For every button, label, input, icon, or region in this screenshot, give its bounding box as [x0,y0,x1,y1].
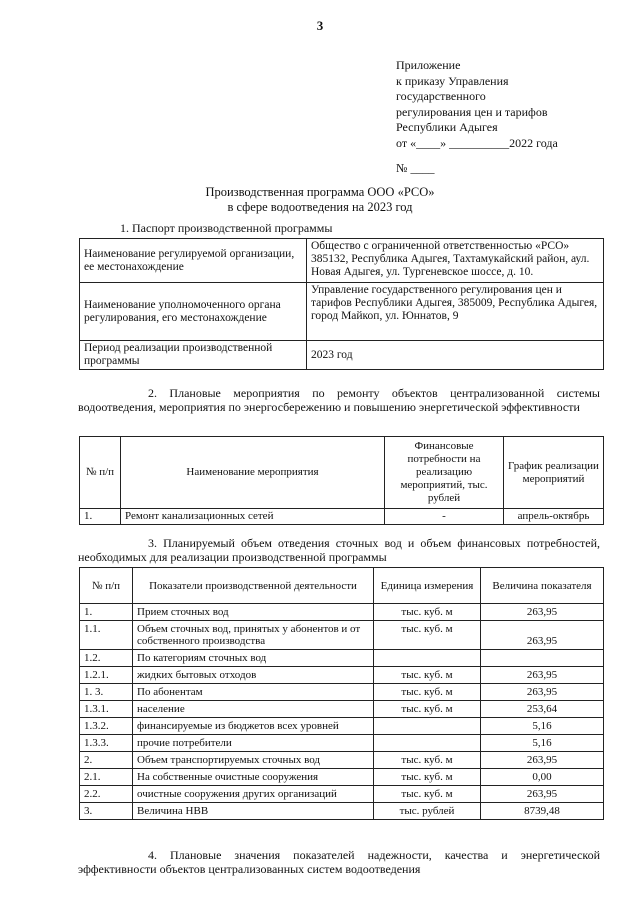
table-cell: По категориям сточных вод [133,650,374,667]
table-row [80,803,604,820]
table-cell: тыс. рублей [374,803,481,820]
appendix-line: Республики Адыгея [396,120,498,134]
table-cell: 2.2. [80,786,133,803]
column-header: № п/п [80,437,121,509]
table-cell: очистные сооружения других организаций [133,786,374,803]
section-3-heading: 3. Планируемый объем отведения сточных вод и объем финансовых потребностей, необходимых для реализации производственной программы [78,536,600,564]
title-line-2: в сфере водоотведения на 2023 год [227,200,413,214]
table-cell: 263,95 [481,604,604,621]
table-cell: 5,16 [481,718,604,735]
table-cell: 263,95 [481,752,604,769]
table-cell: 1.3.1. [80,701,133,718]
table-cell: По абонентам [133,684,374,701]
table-cell: 1.2. [80,650,133,667]
volume-table [79,567,604,820]
table-cell: тыс. куб. м [374,786,481,803]
table-cell: 3. [80,803,133,820]
table-cell: 263,95 [481,786,604,803]
table-cell [374,735,481,752]
column-header: График реализации мероприятий [504,437,604,509]
table-cell [374,650,481,667]
section-2-heading: 2. Плановые мероприятия по ремонту объектов централизованной системы водоотведения, мероприятия по энергосбережению и повышению энергетической эффективности [78,386,600,414]
table-cell: 1.1. [80,621,133,650]
table-cell: Объем сточных вод, принятых у абонентов и от собственного производства [133,621,374,650]
appendix-line: Приложение [396,58,461,72]
table-cell [481,650,604,667]
table-row [80,667,604,684]
table-cell: Наименование регулируемой организации, ее местонахождение [80,239,307,283]
passport-table [79,238,604,370]
table-cell: 1. [80,604,133,621]
table-cell: 1.3.2. [80,718,133,735]
table-row [80,650,604,667]
table-row [80,283,604,341]
appendix-header [396,58,626,177]
table-cell: 263,95 [481,667,604,684]
column-header: Величина показателя [481,568,604,604]
table-cell: 263,95 [481,684,604,701]
table-row [80,239,604,283]
table-cell: 1.2.1. [80,667,133,684]
table-cell: Величина НВВ [133,803,374,820]
table-cell: тыс. куб. м [374,684,481,701]
section-1-heading: 1. Паспорт производственной программы [120,221,333,235]
table-header-row [80,437,604,509]
table-cell: тыс. куб. м [374,621,481,650]
table-cell: 1.3.3. [80,735,133,752]
appendix-line: к приказу Управления [396,73,509,88]
table-cell: тыс. куб. м [374,667,481,684]
table-row [80,509,604,525]
table-cell: 2. [80,752,133,769]
table-row [80,621,604,650]
table-row [80,786,604,803]
table-cell: 2.1. [80,769,133,786]
table-cell: тыс. куб. м [374,701,481,718]
column-header: Финансовые потребности на реализацию мероприятий, тыс. рублей [385,437,504,509]
appendix-date-line: от «____» __________2022 года [396,135,558,150]
table-cell: 2023 год [307,341,604,370]
table-row [80,684,604,701]
table-row [80,604,604,621]
appendix-line: государственного [396,89,486,103]
table-cell: 263,95 [481,621,604,650]
table-cell: финансируемые из бюджетов всех уровней [133,718,374,735]
table-cell: На собственные очистные сооружения [133,769,374,786]
table-cell: Наименование уполномоченного органа регулирования, его местонахождение [80,283,307,341]
page-number: 3 [316,18,324,33]
column-header: № п/п [80,568,133,604]
table-cell: тыс. куб. м [374,604,481,621]
table-row [80,718,604,735]
table-cell: - [385,509,504,525]
appendix-line: регулирования цен и тарифов [396,104,548,119]
table-cell: 253,64 [481,701,604,718]
table-cell [374,718,481,735]
table-cell: тыс. куб. м [374,752,481,769]
table-row [80,735,604,752]
table-cell: тыс. куб. м [374,769,481,786]
table-cell: 0,00 [481,769,604,786]
table-cell: Управление государственного регулирования цен и тарифов Республики Адыгея, 385009, Республика Адыгея, город Майкоп, ул. Юннатов, 9 [307,283,604,341]
table-header-row [80,568,604,604]
table-cell: 1. [80,509,121,525]
table-cell: прочие потребители [133,735,374,752]
document-title [0,185,640,215]
section-4-heading: 4. Плановые значения показателей надежности, качества и энергетической эффективности объектов централизованных систем водоотведения [78,848,600,876]
table-cell: апрель-октябрь [504,509,604,525]
table-cell: Ремонт канализационных сетей [121,509,385,525]
table-row [80,752,604,769]
table-cell: Общество с ограниченной ответственностью «РСО» 385132, Республика Адыгея, Тахтамукайский район, аул. Новая Адыгея, ул. Тургеневское шоссе, д. 10. [307,239,604,283]
table-cell: население [133,701,374,718]
table-cell: Прием сточных вод [133,604,374,621]
table-row [80,701,604,718]
appendix-number: № ____ [396,161,435,175]
column-header: Наименование мероприятия [121,437,385,509]
table-cell: 1. 3. [80,684,133,701]
column-header: Показатели производственной деятельности [133,568,374,604]
title-line-1: Производственная программа ООО «РСО» [205,185,435,199]
table-row [80,341,604,370]
column-header: Единица измерения [374,568,481,604]
table-cell: Объем транспортируемых сточных вод [133,752,374,769]
table-cell: жидких бытовых отходов [133,667,374,684]
table-cell: Период реализации производственной программы [80,341,307,370]
measures-table [79,436,604,525]
table-cell: 5,16 [481,735,604,752]
table-row [80,769,604,786]
table-cell: 8739,48 [481,803,604,820]
